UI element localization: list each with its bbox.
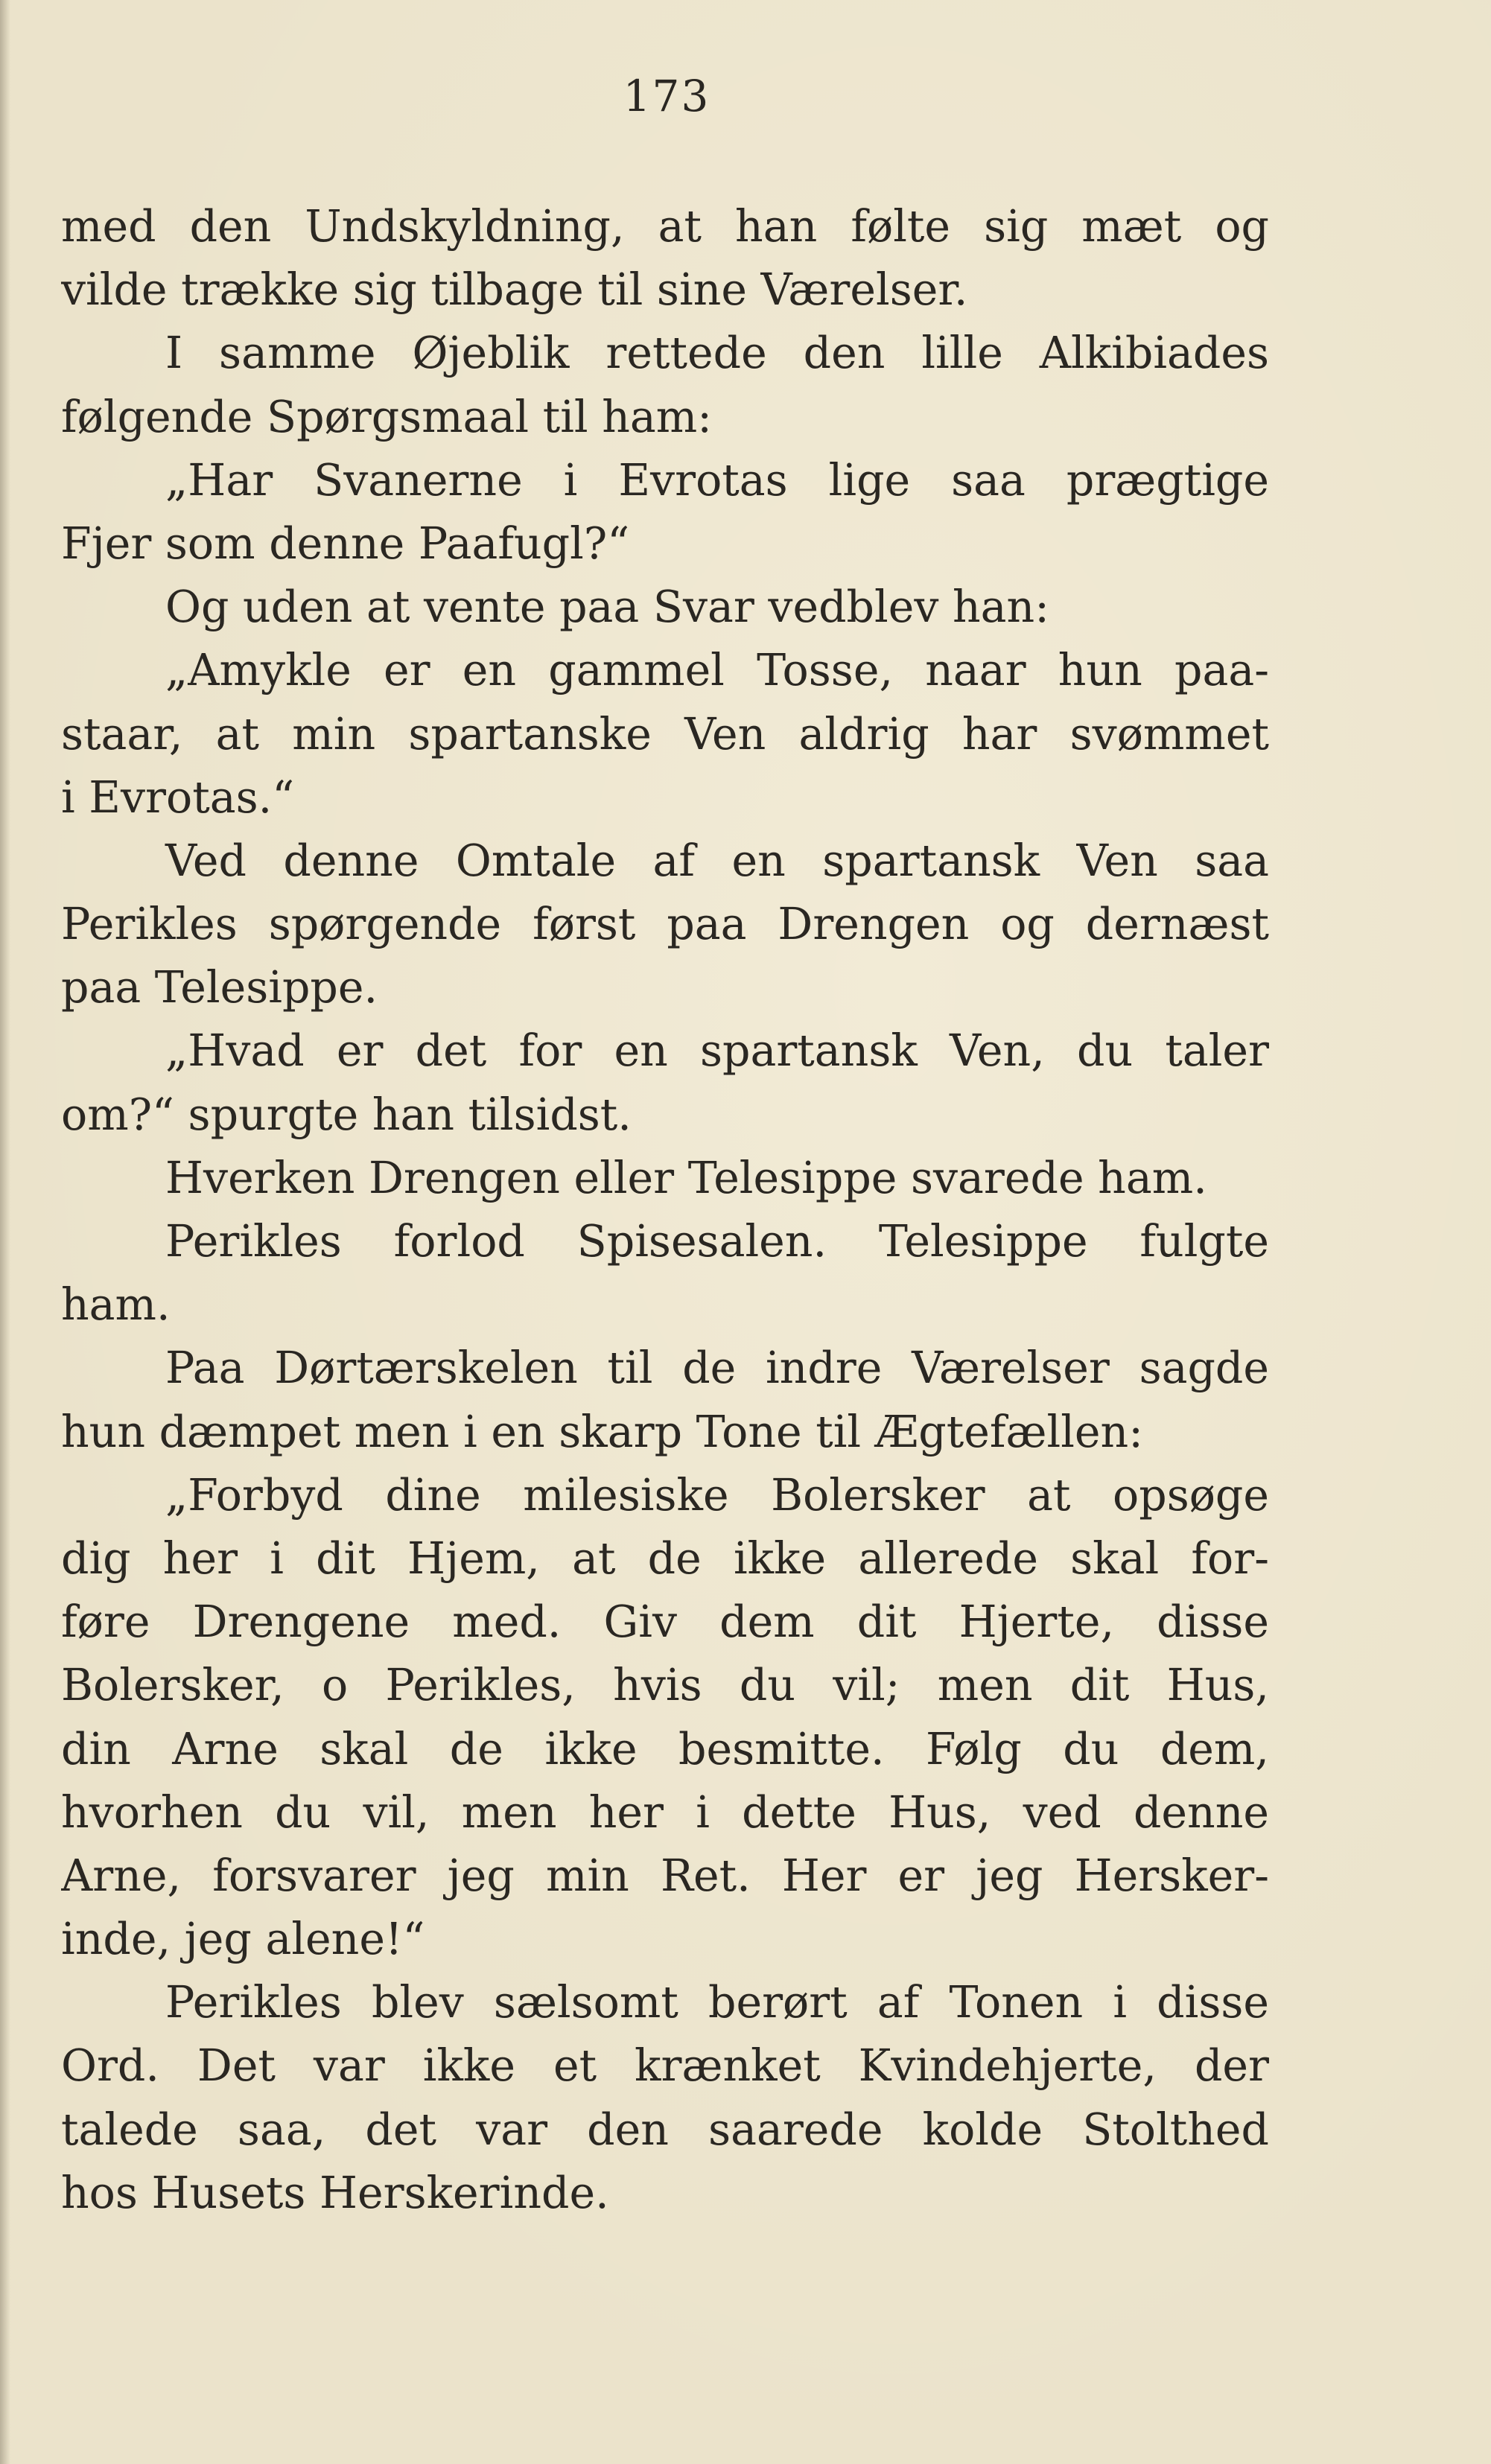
- text-line: Paa Dørtærskelen til de indre Værelser sagde: [165, 1343, 1269, 1394]
- text-line: „Hvad er det for en spartansk Ven, du taler: [165, 1025, 1269, 1077]
- text-line: hos Husets Herskerinde.: [61, 2167, 609, 2218]
- body-text: [61, 195, 1269, 2225]
- text-line: din Arne skal de ikke besmitte. Følg du dem,: [61, 1723, 1269, 1774]
- text-line: Ord. Det var ikke et krænket Kvindehjerte, der: [61, 2040, 1269, 2092]
- text-line: Perikles blev sælsomt berørt af Tonen i disse: [165, 1977, 1269, 2028]
- text-line: med den Undskyldning, at han følte sig mæt og: [61, 201, 1269, 252]
- text-line: Ved denne Omtale af en spartansk Ven saa: [165, 835, 1269, 886]
- text-line: ham.: [61, 1279, 171, 1331]
- page-number: 173: [623, 71, 710, 121]
- text-line: følgende Spørgsmaal til ham:: [61, 391, 712, 442]
- text-line: Og uden at vente paa Svar vedblev han:: [165, 582, 1049, 633]
- text-line: „Amykle er en gammel Tosse, naar hun paa-: [165, 645, 1269, 696]
- text-line: Fjer som denne Paafugl?“: [61, 518, 630, 569]
- text-line: „Forbyd dine milesiske Bolersker at opsøge: [165, 1469, 1269, 1521]
- text-line: inde, jeg alene!“: [61, 1914, 425, 1965]
- text-line: i Evrotas.“: [61, 771, 295, 823]
- text-line: vilde trække sig tilbage til sine Værelser.: [61, 264, 968, 316]
- text-line: I samme Øjeblik rettede den lille Alkibiades: [165, 328, 1269, 379]
- text-line: føre Drengene med. Giv dem dit Hjerte, disse: [61, 1596, 1269, 1648]
- text-line: talede saa, det var den saarede kolde Stolthed: [61, 2104, 1269, 2155]
- text-line: Hverken Drengen eller Telesippe svarede ham.: [165, 1152, 1207, 1203]
- text-line: dig her i dit Hjem, at de ikke allerede skal for-: [61, 1532, 1269, 1584]
- text-line: paa Telesippe.: [61, 962, 378, 1013]
- text-line: Perikles forlod Spisesalen. Telesippe fulgte: [165, 1216, 1269, 1267]
- text-line: om?“ spurgte han tilsidst.: [61, 1089, 632, 1140]
- text-line: staar, at min spartanske Ven aldrig har svømmet: [61, 708, 1269, 760]
- text-line: Bolersker, o Perikles, hvis du vil; men dit Hus,: [61, 1660, 1269, 1711]
- text-line: hun dæmpet men i en skarp Tone til Ægtefællen:: [61, 1406, 1143, 1457]
- text-line: hvorhen du vil, men her i dette Hus, ved denne: [61, 1786, 1269, 1838]
- text-line: „Har Svanerne i Evrotas lige saa prægtige: [165, 454, 1269, 506]
- text-line: Perikles spørgende først paa Drengen og dernæst: [61, 899, 1269, 950]
- text-line: Arne, forsvarer jeg min Ret. Her er jeg Hersker-: [61, 1850, 1269, 1901]
- page-binding-edge: [0, 0, 10, 2464]
